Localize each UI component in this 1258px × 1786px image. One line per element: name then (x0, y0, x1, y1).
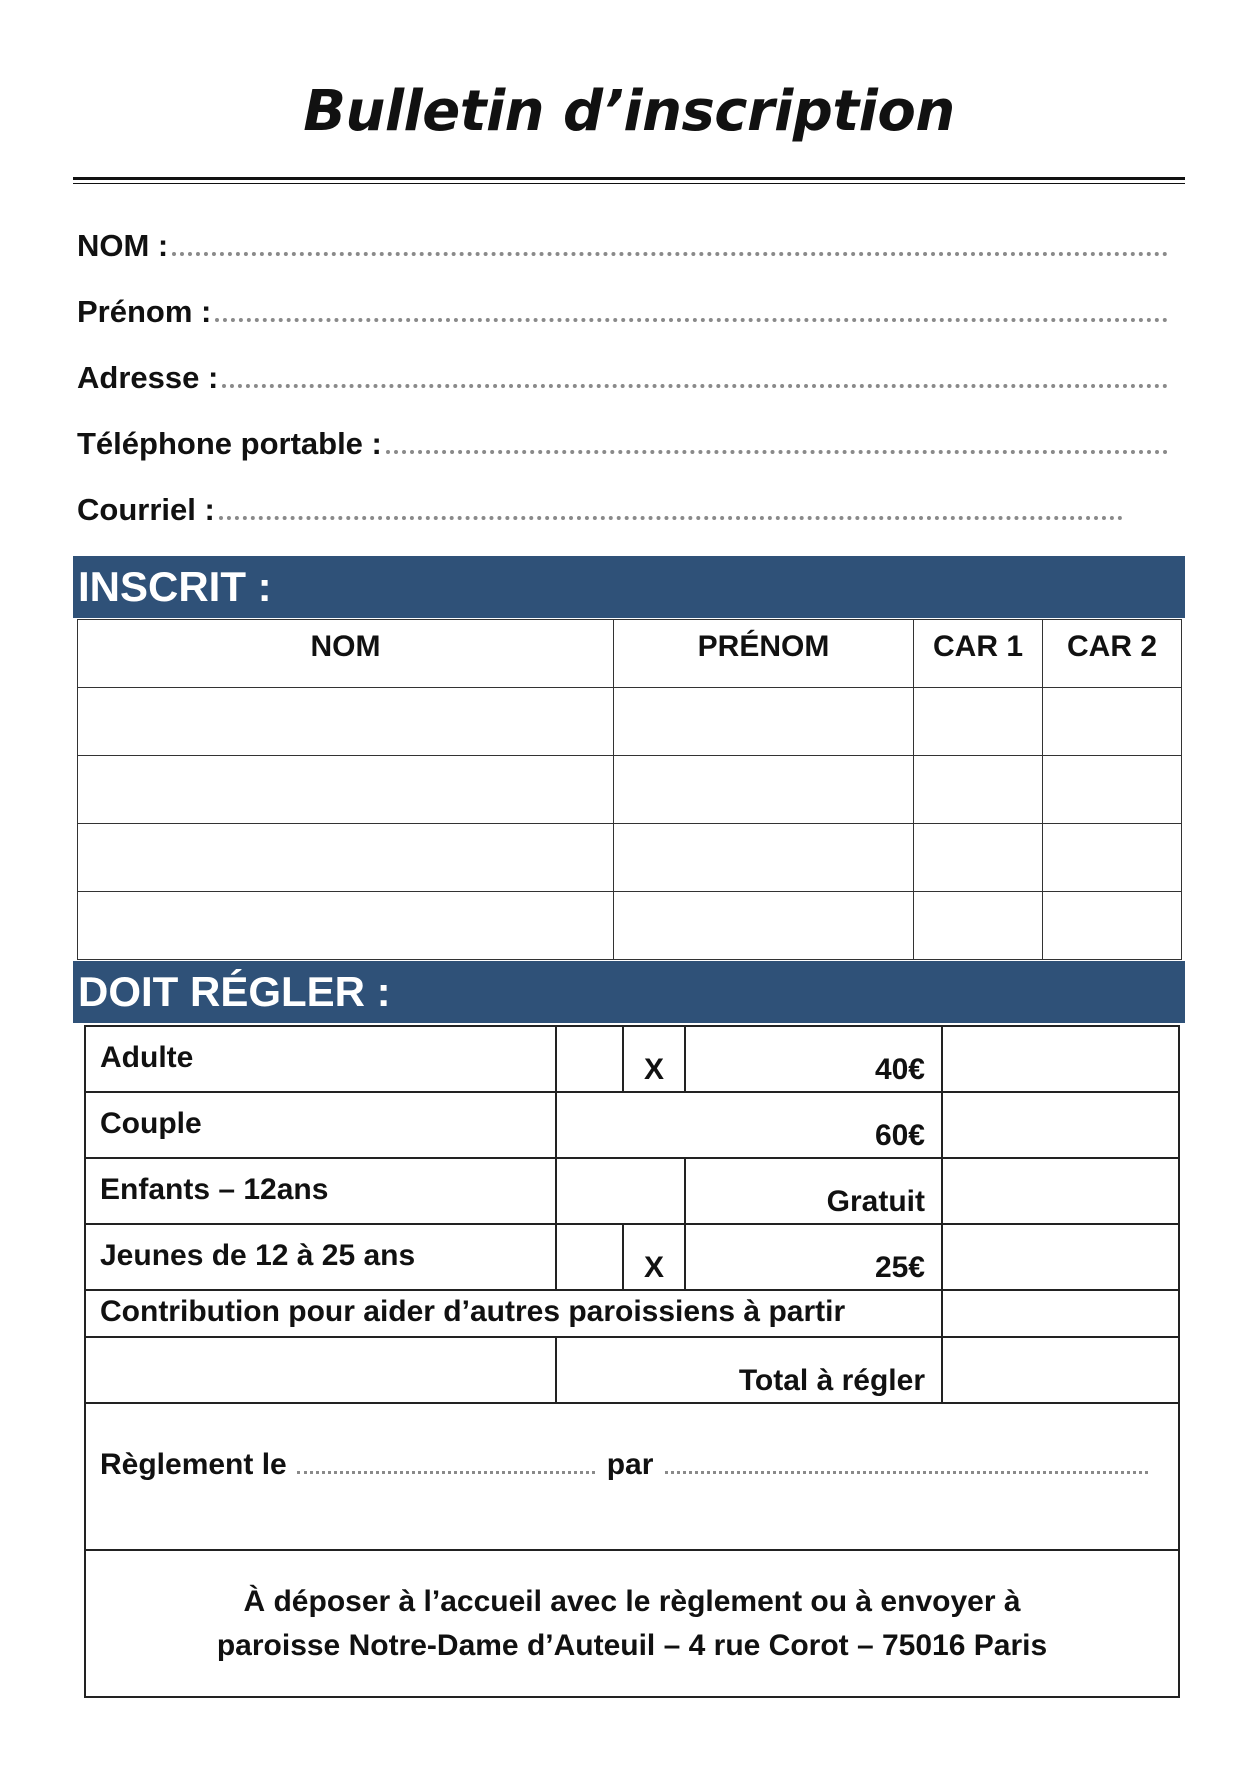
inscrit-table (77, 619, 1182, 960)
row-reglement (85, 1403, 1179, 1550)
col-car1: CAR 1 (914, 620, 1043, 688)
cell-prenom[interactable] (614, 688, 914, 756)
row-total (85, 1337, 1179, 1403)
col-car2: CAR 2 (1043, 620, 1182, 688)
row-footer (85, 1550, 1179, 1697)
col-prenom: PRÉNOM (614, 620, 914, 688)
cell-nom[interactable] (78, 824, 614, 892)
cell-nom[interactable] (78, 756, 614, 824)
field-prenom[interactable] (77, 294, 1168, 330)
enfants-price: Gratuit (685, 1158, 942, 1224)
adulte-qty[interactable] (556, 1026, 623, 1092)
cell-prenom[interactable] (614, 756, 914, 824)
cell-car2[interactable] (1043, 892, 1182, 960)
field-nom[interactable] (77, 228, 1168, 264)
field-telephone-line[interactable] (386, 432, 1168, 454)
row-couple (85, 1092, 1179, 1158)
field-adresse-label: Adresse : (77, 360, 219, 395)
row-jeunes (85, 1224, 1179, 1290)
field-courriel-line[interactable] (219, 498, 1123, 520)
field-telephone[interactable] (77, 426, 1168, 462)
cell-car1[interactable] (914, 824, 1043, 892)
row-adulte (85, 1026, 1179, 1092)
row-enfants (85, 1158, 1179, 1224)
enfants-label: Enfants – 12ans (85, 1158, 556, 1224)
cell-car1[interactable] (914, 688, 1043, 756)
form-title: Bulletin d’inscription (303, 79, 955, 144)
field-adresse-line[interactable] (222, 366, 1168, 388)
doit-regler-heading: DOIT RÉGLER : (73, 961, 1185, 1023)
cell-car2[interactable] (1043, 688, 1182, 756)
inscrit-header-row (78, 620, 1182, 688)
footer-line2: paroisse Notre-Dame d’Auteuil – 4 rue Corot – 75016 Paris (216, 1628, 1048, 1662)
adulte-mult: X (623, 1026, 685, 1092)
row-contribution (85, 1290, 1179, 1337)
cell-prenom[interactable] (614, 824, 914, 892)
total-label: Total à régler (556, 1337, 942, 1403)
field-adresse[interactable] (77, 360, 1168, 396)
reglement-date-line[interactable] (297, 1457, 595, 1474)
couple-amount[interactable] (942, 1092, 1179, 1158)
cell-prenom[interactable] (614, 892, 914, 960)
couple-price: 60€ (556, 1092, 942, 1158)
contribution-amount[interactable] (942, 1290, 1179, 1337)
field-telephone-label: Téléphone portable : (77, 426, 382, 461)
enfants-amount[interactable] (942, 1158, 1179, 1224)
field-courriel[interactable] (77, 492, 1123, 528)
enfants-qty[interactable] (556, 1158, 685, 1224)
cell-nom[interactable] (78, 688, 614, 756)
footer-cell (85, 1550, 1179, 1697)
total-amount[interactable] (942, 1337, 1179, 1403)
cell-car2[interactable] (1043, 756, 1182, 824)
field-nom-label: NOM : (77, 228, 169, 263)
payment-table (84, 1025, 1180, 1698)
total-blank (85, 1337, 556, 1403)
col-nom: NOM (78, 620, 614, 688)
field-prenom-label: Prénom : (77, 294, 212, 329)
adulte-amount[interactable] (942, 1026, 1179, 1092)
reglement-cell (85, 1403, 1179, 1550)
cell-nom[interactable] (78, 892, 614, 960)
reglement-method-line[interactable] (665, 1457, 1148, 1474)
title-rule-thick (73, 177, 1185, 180)
reglement-le-label: Règlement le (100, 1448, 287, 1481)
reglement-line (86, 1448, 1178, 1482)
field-courriel-label: Courriel : (77, 492, 215, 527)
table-row (78, 756, 1182, 824)
adulte-price: 40€ (685, 1026, 942, 1092)
jeunes-mult: X (623, 1224, 685, 1290)
couple-label: Couple (85, 1092, 556, 1158)
jeunes-amount[interactable] (942, 1224, 1179, 1290)
cell-car1[interactable] (914, 756, 1043, 824)
field-nom-line[interactable] (172, 234, 1168, 256)
title-rule-thin (73, 183, 1185, 184)
table-row (78, 892, 1182, 960)
cell-car1[interactable] (914, 892, 1043, 960)
inscrit-heading: INSCRIT : (73, 556, 1185, 618)
table-row (78, 688, 1182, 756)
field-prenom-line[interactable] (215, 300, 1168, 322)
footer-line1: À déposer à l’accueil avec le règlement ou à envoyer à (243, 1584, 1021, 1618)
reglement-par-label: par (606, 1448, 654, 1481)
adulte-label: Adulte (85, 1026, 556, 1092)
cell-car2[interactable] (1043, 824, 1182, 892)
jeunes-qty[interactable] (556, 1224, 623, 1290)
table-row (78, 824, 1182, 892)
jeunes-price: 25€ (685, 1224, 942, 1290)
jeunes-label: Jeunes de 12 à 25 ans (85, 1224, 556, 1290)
contribution-label: Contribution pour aider d’autres paroissiens à partir (85, 1290, 942, 1337)
